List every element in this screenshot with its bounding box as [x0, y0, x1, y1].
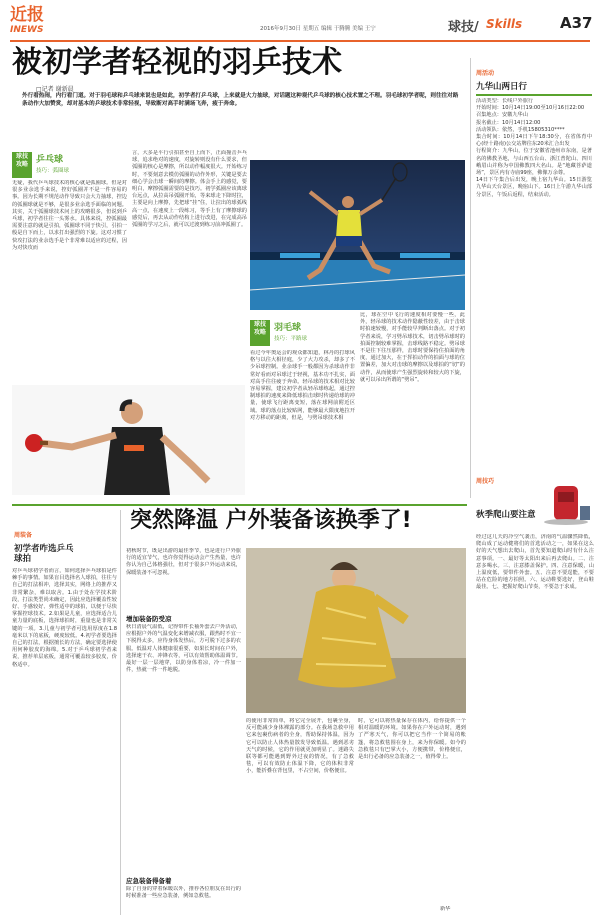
- logo-sub-text: INEWS: [10, 25, 44, 35]
- tag-badminton-label: 球技攻略: [250, 320, 270, 346]
- article1-lead: 外行看热闹，内行看门道。对于羽毛球和乒乓球来说也是如此，初学者打乒乓球，上来就是大力抽球，对话题这种观代乒乓球的核心技术置之不理。羽毛球初学者呢，则往往对路条动作大加赞赏，却对基本的乒球技术非常轻视，导致断对高手时满场飞奔，疲于奔命。: [22, 93, 459, 107]
- event-rule: [476, 94, 592, 96]
- issue-meta: 2016年9月30日 星期五 编辑 于腾腾 美编 王宁: [260, 26, 376, 32]
- article2-headline: 突然降温 户外装备该换季了!: [130, 508, 412, 533]
- autumn-tips-body: 经过这几天的冷空气袭击，济南的气温骤然降低，爬山成了运动健将们的首选活动之一，如果在这么好的天气想出去爬山，首先要知道爬山时有什么注意事项。一、最好等太阳出来后再去爬山。二、注意多喝水。三、注意膝盖保护。四、注意保暖，山上温度低，要带件外套。五、注意不要逞能，不要站在危险的地方拍照。六、运动鞋要选好，登山鞋最佳。七、把握好爬山节奏，不要急于求成。: [476, 534, 594, 591]
- backpack-image: [540, 482, 592, 526]
- article1-headline: 被初学者轻视的羽乒技术: [12, 45, 342, 80]
- subhead-emergency: 应急装备得备着: [126, 877, 172, 885]
- section-name-en: Skills: [486, 17, 523, 31]
- article2-emergency-body: 除了自身的穿着保暖以外，推荐各位朋友在出行的时候准备一些应急装备，例如急救毯。: [126, 886, 241, 900]
- paddle-choice-body: 对乒乓球初学者而言，如何选择乒乓球拍是件棘手的事情。如果盲目选择名人球拍，往往与自己的打法相冲，选择其实，网络上的推荐又非常繁杂，难以取舍。1.由于处在学技术阶段，打法类型尚未确定，因此应选择覆盖性较好、手感较好、弹性适中的球拍，以便于尽快掌握控球技术。2.如果是儿童，应选择适合儿童力量的底板，选择球拍时，重量也是非常关键的一项。3.儿童与初学者可选用厚度在1.8毫米以下的底板，硬度较低。4.初学者要选择自己的打法，根据擅长的方法，确定要选择使用何种胶皮的海绵。5.对于乒乓球初学者来说，推荐单层底板，通常可覆盖较多胶皮，价格适中。: [12, 568, 117, 668]
- article2-intro: 初秋时节，既是出游的最佳季节，也是进行户外旅行的适宜节气，也许你觉得运动会产生热量，也许你认为自己体格强壮，但对于很多户外运动来说，保暖装备不可忽视。: [126, 548, 241, 576]
- paddle-choice-title: 初学者咋选乒乓球拍: [14, 544, 74, 564]
- pingpong-photo: [12, 385, 245, 495]
- tag-badminton-sub: 技巧：平路球: [274, 336, 308, 342]
- sidebar-divider: [470, 58, 471, 498]
- tag-pingpong-label: 球技攻略: [12, 152, 32, 178]
- badminton-photo: [250, 160, 465, 310]
- emergency-blanket-illustration: [246, 548, 466, 713]
- autumn-tips-title: 秋季爬山要注意: [476, 510, 536, 520]
- tag-pingpong-title: 乒乓球: [36, 155, 64, 165]
- photo-credit: 新华: [440, 906, 451, 912]
- article1-col2: 言，大多是平行引拍甚至自上而下，正面撞击乒乓球，追求绝对的速度，对旋转则没有什么要求，但弧圈的核心是摩擦，所以动作幅度很大。开始练习时，不要刻意去模仿弧圈的动作外形，关键是要去细心学会击球一瞬间的摩擦。体会手上的感觉，要明白，摩擦弧圈需要的是技巧。初学弧圈应该离球台远点，从拉高吊弧圈开始，等来球走下降时拉，主要是向上摩擦，先把球“挂”住，让拉出的球弧线高一点，在速度上一段练习，等手上有了摩擦球的感觉后，再去从动作结构上进行改进，在完成高吊弧圈的学习之后，就可以过渡到练习前冲弧圈了。: [132, 150, 247, 229]
- event-title: 九华山两日行: [476, 82, 528, 92]
- article1-col1: 无疑，我代乒乓球技术的核心就是弧圈球。但是对很多业余选手来说，控好弧圈并不是一件容易的事。因为长期不规范动作导致只会大力抽球，控边的弧圈球就是不够，是很多业余选手面临的问题。其实，关于弧圈球技术问上的攻略很多，但说到乒乓球，初学者往往一头雾水。具体来说，控弧圈最需要注意的就是引拍，弧圈球不同于快引，引拍一般是自下而上，以求打出强烈的下旋。这对习惯了快攻打法的业余选手是个非常难以适应的过程，因为对快攻而: [12, 180, 127, 251]
- newspaper-logo: [10, 6, 58, 40]
- pingpong-player-illustration: [12, 385, 245, 495]
- tag-badminton-title: 羽毛球: [274, 323, 302, 333]
- event-section-head: 周活动: [476, 70, 495, 77]
- article2-col2: 的使用非常简单，将它完全展开，包裹全身，反可能减少身体裸露的部分。在我场急救中用它来包裹伤病者的全身，帮助保持体温，因为它可以防止人体热量散发导致低温。遇到恶劣天气的时候，它的作用就更加明显了。迷路失联等都可能遇到野外过夜的情况，有了急救毯，可以有效防止体温下降，它的体积非常小，能折叠在背包里，不占空间，价格便宜。: [246, 718, 354, 775]
- backpack-icon: [540, 482, 592, 526]
- emergency-blanket-photo: [246, 548, 466, 713]
- article1-col3: 看过今年奥运会的观众都知道，林丹的打球风格与以往大相径庭，少了大力攻杀，却多了不少吊球控制。业余球手一般都因为杀球动作非常好看而对吊球过于轻视，基本功不扎实，面对高手往往疲于奔命。轻吊球的技术相对比较容易掌握，建议初学者从轻吊球练起，通过控制球拍的速度来降低球拍击球时传递给球的冲量，使球飞行距离变短，落在球网前附近区域。球的落点比较贴网，能够最大限度地拉开对方移动的距离，但是，与劈吊球技术相: [250, 350, 355, 421]
- equipment-section-head: 周装备: [14, 532, 33, 539]
- article2-col3: 时，它可以将热量保存在体内，给你提供一个相对温暖的环境。如果你在户外运动时，遇到了严寒天气，你可以把它当作一个简易的帐篷，将急救毯围在身上，来为你保暖。如今的急救毯只有巴掌大小，方便携带，价格便宜，是出行必备的应急装备之一，值得带上。: [358, 718, 466, 761]
- article1-col4: 比，球在空中飞行的速度相对要慢一些，此外，轻吊球的技术动作隐蔽性较差，由于击球时拍速较慢，对手能较早判断出落点。对于初学者来说，学习劈吊球技术，切击劈吊球时的拍面控制较难掌握，击球线路不稳定。劈吊球不是往下往压那样，击球时要保持住拍面的角度，通过加大，在于挥拍动作的拍面与球的位置偏差，加大对击球的摩擦以及球拍的“切”的动作，从而使球产生强烈旋转和较大的下旋，就可以吊出所谓的“劈吊”。: [360, 312, 465, 383]
- section-name-cn: 球技/: [448, 20, 479, 35]
- header-rule: [10, 40, 590, 42]
- page-number: A37: [560, 14, 593, 32]
- tag-pingpong-sub: 技巧：弧圈球: [36, 168, 70, 174]
- article1-byline: □记者 谢新晨: [36, 86, 74, 93]
- badminton-player-illustration: [250, 160, 465, 310]
- article2-top-rule: [12, 504, 467, 506]
- tips-section-head: 周技巧: [476, 478, 495, 485]
- logo-main-text: 近报: [10, 5, 44, 25]
- article2-divider: [120, 510, 121, 915]
- event-body: 活动类型：长线户外旅行 开始时间：10月14日19:00至10月16日22:00 召集地点：安徽九华山 报名截止：10月14日12:00 活动领队：依然，手机15805310**** 集合时间：10月14日下午18:30分，在省体育中心(经十路南)公交站牌往东20米汇合出发 行程简介：九华山，位于安徽省池州市东南，是著名的佛教圣地，与山西五台山、浙江普陀山、四川峨眉山并称为中国佛教四大名山。是“地藏菩萨道场”，景区内有寺庙99座，佛像万余尊。 14日下午集合后出发，晚上宿九华山。15日游览九华山天台景区，晚宿山下。16日上午游九华山部分景区，午饭后返程，结束活动。: [476, 98, 592, 198]
- subhead-warmth: 增加装备防受凉: [126, 615, 172, 623]
- article2-warmth-body: 秋日清晨气温低，记得带件长袖外套去户外活动，应根据户外的气温变化来增减衣服，跟热时不宜一下脱得太多，应待身体发热后，方可脱下过多的衣服。低温对人体健康很重要，如果长时间在户外，选择速干衣、冲锋衣等，可以有效帮助体温调节。最好一层一层地穿，以防身体着凉，冷一件加一件，热就一件一件地脱。: [126, 624, 241, 674]
